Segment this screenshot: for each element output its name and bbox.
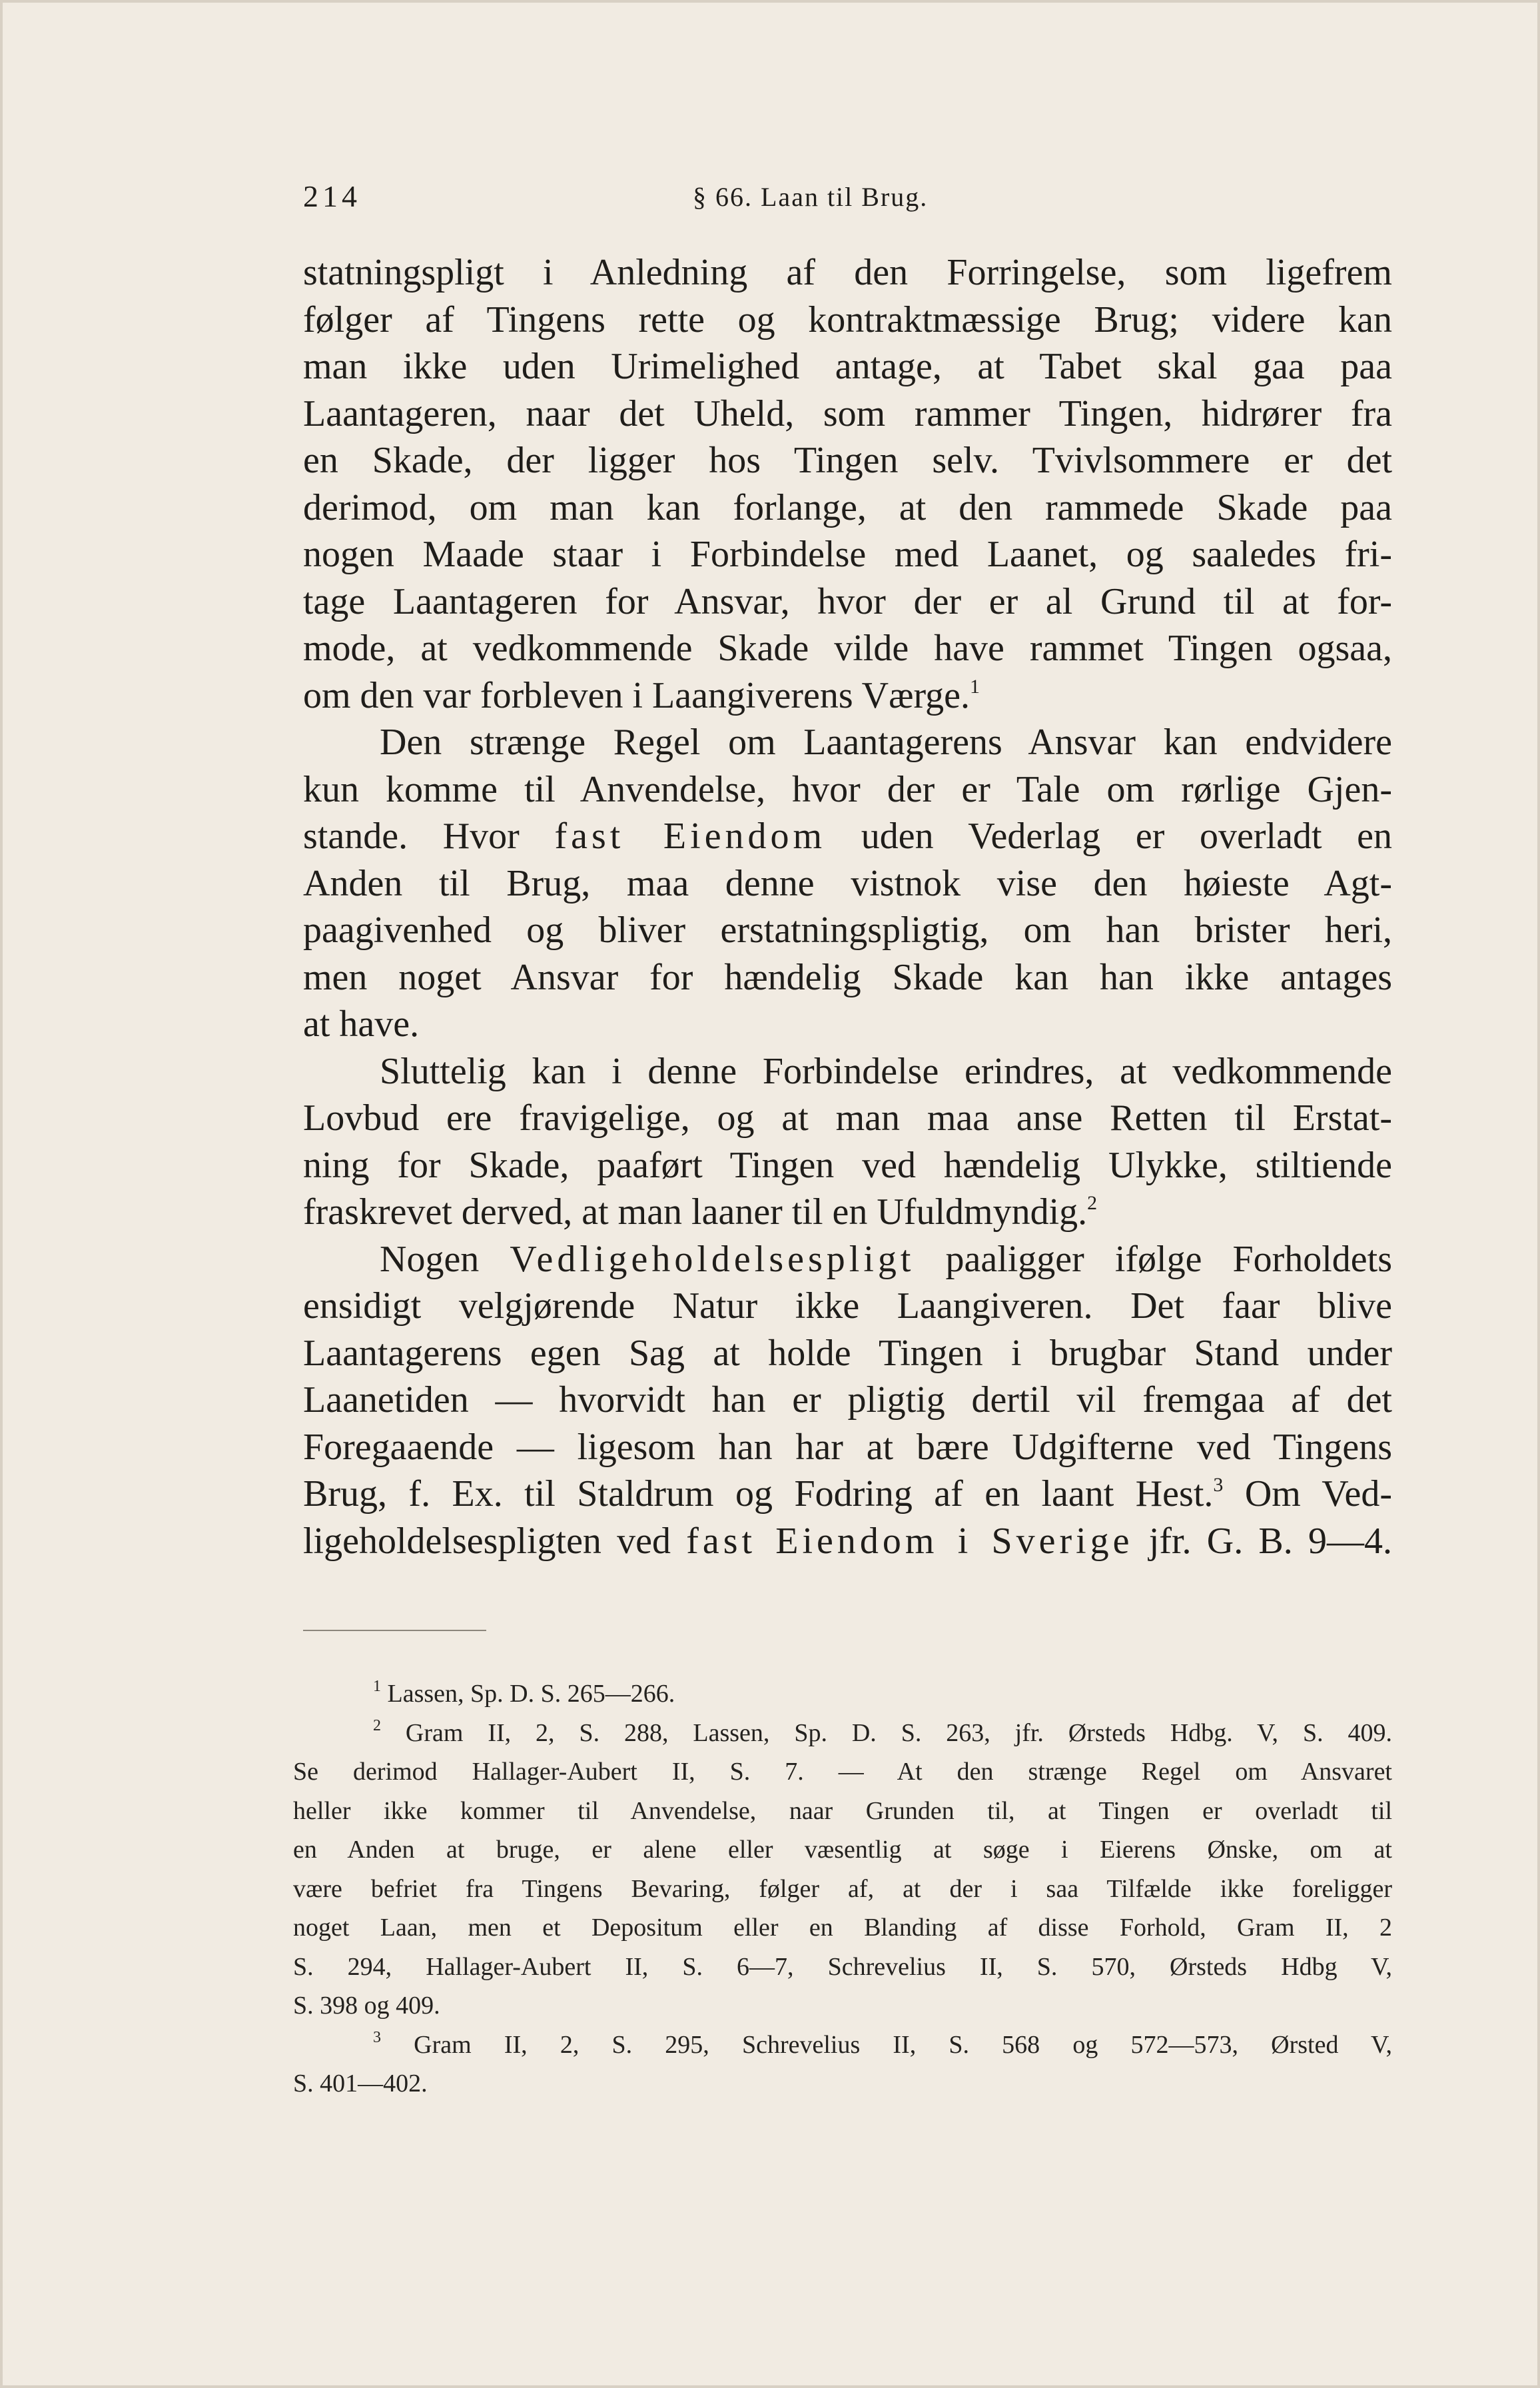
footnote-line: Se derimod Hallager-Aubert II, S. 7. — At den strænge Regel om Ansvaret: [293, 1758, 1392, 1786]
footnote-line: en Anden at bruge, er alene eller væsentlig at søge i Eierens Ønske, om at: [293, 1836, 1392, 1864]
text-line: Brug, f. Ex. til Staldrum og Fodring af en laant Hest.$^3$ Om Ved-: [303, 1473, 1392, 1514]
text-line: mode, at vedkommende Skade vilde have rammet Tingen ogsaa,: [303, 628, 1392, 669]
footnote-line: S. 398 og 409.: [293, 1992, 440, 2020]
text-line: Lovbud ere fravigelige, og at man maa anse Retten til Erstat-: [303, 1097, 1392, 1139]
footnote-line: $^3$ Gram II, 2, S. 295, Schrevelius II, S. 568 og 572—573, Ørsted V,: [373, 2028, 1392, 2059]
footnote-separator: [303, 1630, 486, 1631]
text-line: ensidigt velgjørende Natur ikke Laangiveren. Det faar blive: [303, 1285, 1392, 1327]
page-number: 214: [303, 179, 361, 213]
emphasis-spaced: Vedligeholdelsespligt: [510, 1238, 915, 1280]
footnote-marker: 1: [373, 1678, 381, 1695]
text-line: nogen Maade staar i Forbindelse med Laanet, og saaledes fri-: [303, 534, 1392, 575]
paragraph-start-line: Sluttelig kan i denne Forbindelse erindres, at vedkommende: [380, 1050, 1392, 1092]
text-line: fraskrevet derved, at man laaner til en Ufuldmyndig.$^2$: [303, 1191, 1098, 1233]
text-line: følger af Tingens rette og kontraktmæssige Brug; videre kan: [303, 298, 1392, 340]
text-line: tage Laantageren for Ansvar, hvor der er al Grund til at for-: [303, 580, 1392, 622]
footnote-line: S. 401—402.: [293, 2070, 428, 2097]
running-head: § 66. Laan til Brug.: [693, 182, 929, 212]
text-line: kun komme til Anvendelse, hvor der er Tale om rørlige Gjen-: [303, 768, 1392, 810]
text-line: paagivenhed og bliver erstatningspligtig, om han brister heri,: [303, 909, 1392, 951]
emphasis-spaced: fast Eiendom i Sverige: [686, 1520, 1134, 1562]
footnote-marker: 2: [373, 1716, 381, 1734]
paragraph-start-line: Nogen Vedligeholdelsespligt paaligger ifølge Forholdets: [380, 1238, 1392, 1280]
text-line: ning for Skade, paaført Tingen ved hændelig Ulykke, stiltiende: [303, 1144, 1392, 1186]
text-line: statningspligt i Anledning af den Forringelse, som ligefrem: [303, 252, 1392, 293]
text-line: Laanetiden — hvorvidt han er pligtig dertil vil fremgaa af det: [303, 1379, 1392, 1421]
footnote-line: $^2$ Gram II, 2, S. 288, Lassen, Sp. D. S. 263, jfr. Ørsteds Hdbg. V, S. 409.: [373, 1716, 1392, 1747]
text-line: Foregaaende — ligesom han har at bære Udgifterne ved Tingens: [303, 1426, 1392, 1468]
text-line: derimod, om man kan forlange, at den rammede Skade paa: [303, 486, 1392, 528]
footnote-ref: 2: [1087, 1192, 1098, 1214]
footnote-line: S. 294, Hallager-Aubert II, S. 6—7, Schrevelius II, S. 570, Ørsteds Hdbg V,: [293, 1952, 1392, 1981]
paragraph-start-line: Den strænge Regel om Laantagerens Ansvar kan endvidere: [380, 722, 1392, 763]
footnote-ref: 1: [969, 675, 980, 698]
text-line: men noget Ansvar for hændelig Skade kan han ikke antages: [303, 956, 1392, 998]
footnote-line: være befriet fra Tingens Bevaring, følger af, at der i saa Tilfælde ikke foreligger: [293, 1874, 1392, 1903]
body-text: [303, 249, 1392, 1564]
footnote-marker: 3: [373, 2028, 381, 2046]
emphasis-spaced: fast Eiendom: [554, 816, 827, 857]
text-line: ligeholdelsespligten ved fast Eiendom i Sverige jfr. G. B. 9—4.: [303, 1520, 1392, 1562]
footnote-line: noget Laan, men et Depositum eller en Blanding af disse Forhold, Gram II, 2: [293, 1914, 1392, 1942]
text-line: Anden til Brug, maa denne vistnok vise den høieste Agt-: [303, 862, 1392, 904]
text-line: en Skade, der ligger hos Tingen selv. Tvivlsommere er det: [303, 440, 1392, 481]
footnote-line: heller ikke kommer til Anvendelse, naar Grunden til, at Tingen er overladt til: [293, 1796, 1392, 1825]
footnotes: [293, 1674, 1392, 2103]
text-line: Laantagerens egen Sag at holde Tingen i brugbar Stand under: [303, 1332, 1392, 1374]
text-line: stande. Hvor fast Eiendom uden Vederlag er overladt en: [303, 816, 1392, 857]
page-header: [303, 179, 1399, 219]
text-line: om den var forbleven i Laangiverens Værge.$^1$: [303, 674, 980, 716]
footnote-ref: 3: [1213, 1474, 1224, 1496]
footnote-line: $^1$ Lassen, Sp. D. S. 265—266.: [373, 1678, 675, 1708]
text-line: at have.: [303, 1003, 420, 1045]
text-line: Laantageren, naar det Uheld, som rammer Tingen, hidrører fra: [303, 392, 1392, 434]
text-line: man ikke uden Urimelighed antage, at Tabet skal gaa paa: [303, 346, 1392, 387]
